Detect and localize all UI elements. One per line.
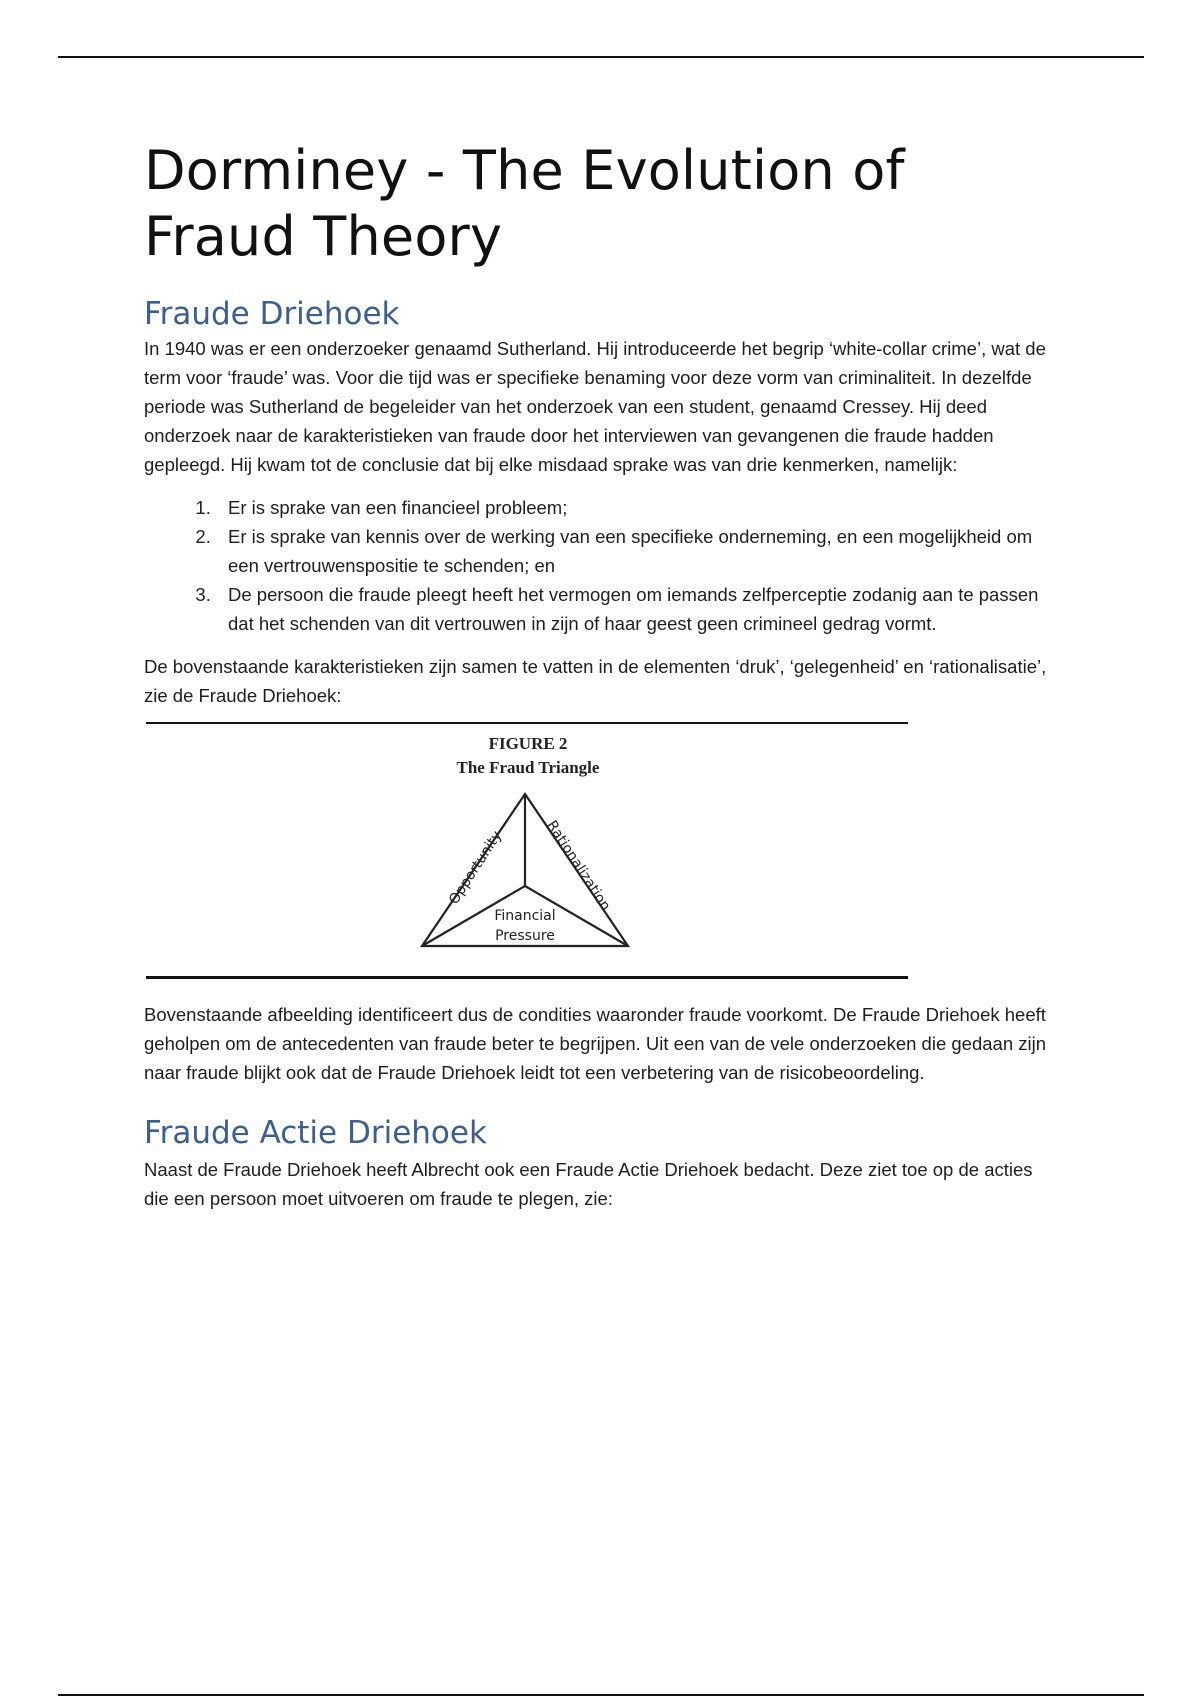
fraud-triangle-figure	[146, 722, 910, 984]
figure-label: FIGURE 2	[488, 734, 568, 753]
rationalization-label: Rationalization	[543, 817, 614, 914]
intro-paragraph: In 1940 was er een onderzoeker genaamd Sutherland. Hij introduceerde het begrip ‘white-collar crime’, wat de term voor ‘fraude’ was. Voor die tijd was er specifieke benaming voor deze vorm van criminaliteit. In dezelfde periode was Sutherland de begeleider van het onderzoek van een student, genaamd Cressey. Hij deed onderzoek naar de karakteristieken van fraude door het interviewen van gevangenen die fraude hadden gepleegd. Hij kwam tot de conclusie dat bij elke misdaad sprake was van drie kenmerken, namelijk:	[144, 338, 1046, 475]
section-heading-fraude-actie-driehoek: Fraude Actie Driehoek	[144, 1115, 487, 1151]
summary-paragraph: De bovenstaande karakteristieken zijn samen te vatten in de elementen ‘druk’, ‘gelegenheid’ en ‘rationalisatie’, zie de Fraude Driehoek:	[144, 656, 1047, 706]
figure-caption: The Fraud Triangle	[456, 758, 600, 777]
section2-intro-paragraph: Naast de Fraude Driehoek heeft Albrecht ook een Fraude Actie Driehoek bedacht. Deze ziet toe op de acties die een persoon moet uitvoeren om fraude te plegen, zie:	[144, 1159, 1033, 1209]
top-page-rule	[58, 56, 1144, 58]
figure-top-rule	[146, 722, 908, 724]
bottom-page-rule	[58, 1694, 1144, 1696]
list-item: 2. Er is sprake van kennis over de werking van een specifieke onderneming, en een mogelijkheid om een vertrouwenspositie te schenden; en	[216, 522, 1062, 580]
document-body	[144, 138, 1062, 1213]
opportunity-label: Opportunity	[446, 828, 506, 908]
pressure-label: Pressure	[495, 928, 555, 944]
after-figure-paragraph: Bovenstaande afbeelding identificeert dus de condities waaronder fraude voorkomt. De Fraude Driehoek heeft geholpen om de antecedenten van fraude beter te begrijpen. Uit een van de vele onderzoeken die gedaan zijn naar fraude blijkt ook dat de Fraude Driehoek leidt tot een verbetering van de risicobeoordeling.	[144, 1004, 1047, 1083]
list-item: 3. De persoon die fraude pleegt heeft het vermogen om iemands zelfperceptie zodanig aan te passen dat het schenden van dit vertrouwen in zijn of haar geest geen crimineel gedrag vormt.	[216, 580, 1062, 638]
list-item: 1. Er is sprake van een financieel probleem;	[216, 493, 1062, 522]
characteristics-list	[144, 493, 1062, 638]
fraud-triangle-diagram	[420, 786, 630, 956]
section-heading-fraude-driehoek: Fraude Driehoek	[144, 296, 400, 332]
page-title: Dorminey - The Evolution of Fraud Theory	[144, 139, 905, 268]
financial-label: Financial	[494, 908, 556, 924]
figure-bottom-rule	[146, 976, 908, 979]
